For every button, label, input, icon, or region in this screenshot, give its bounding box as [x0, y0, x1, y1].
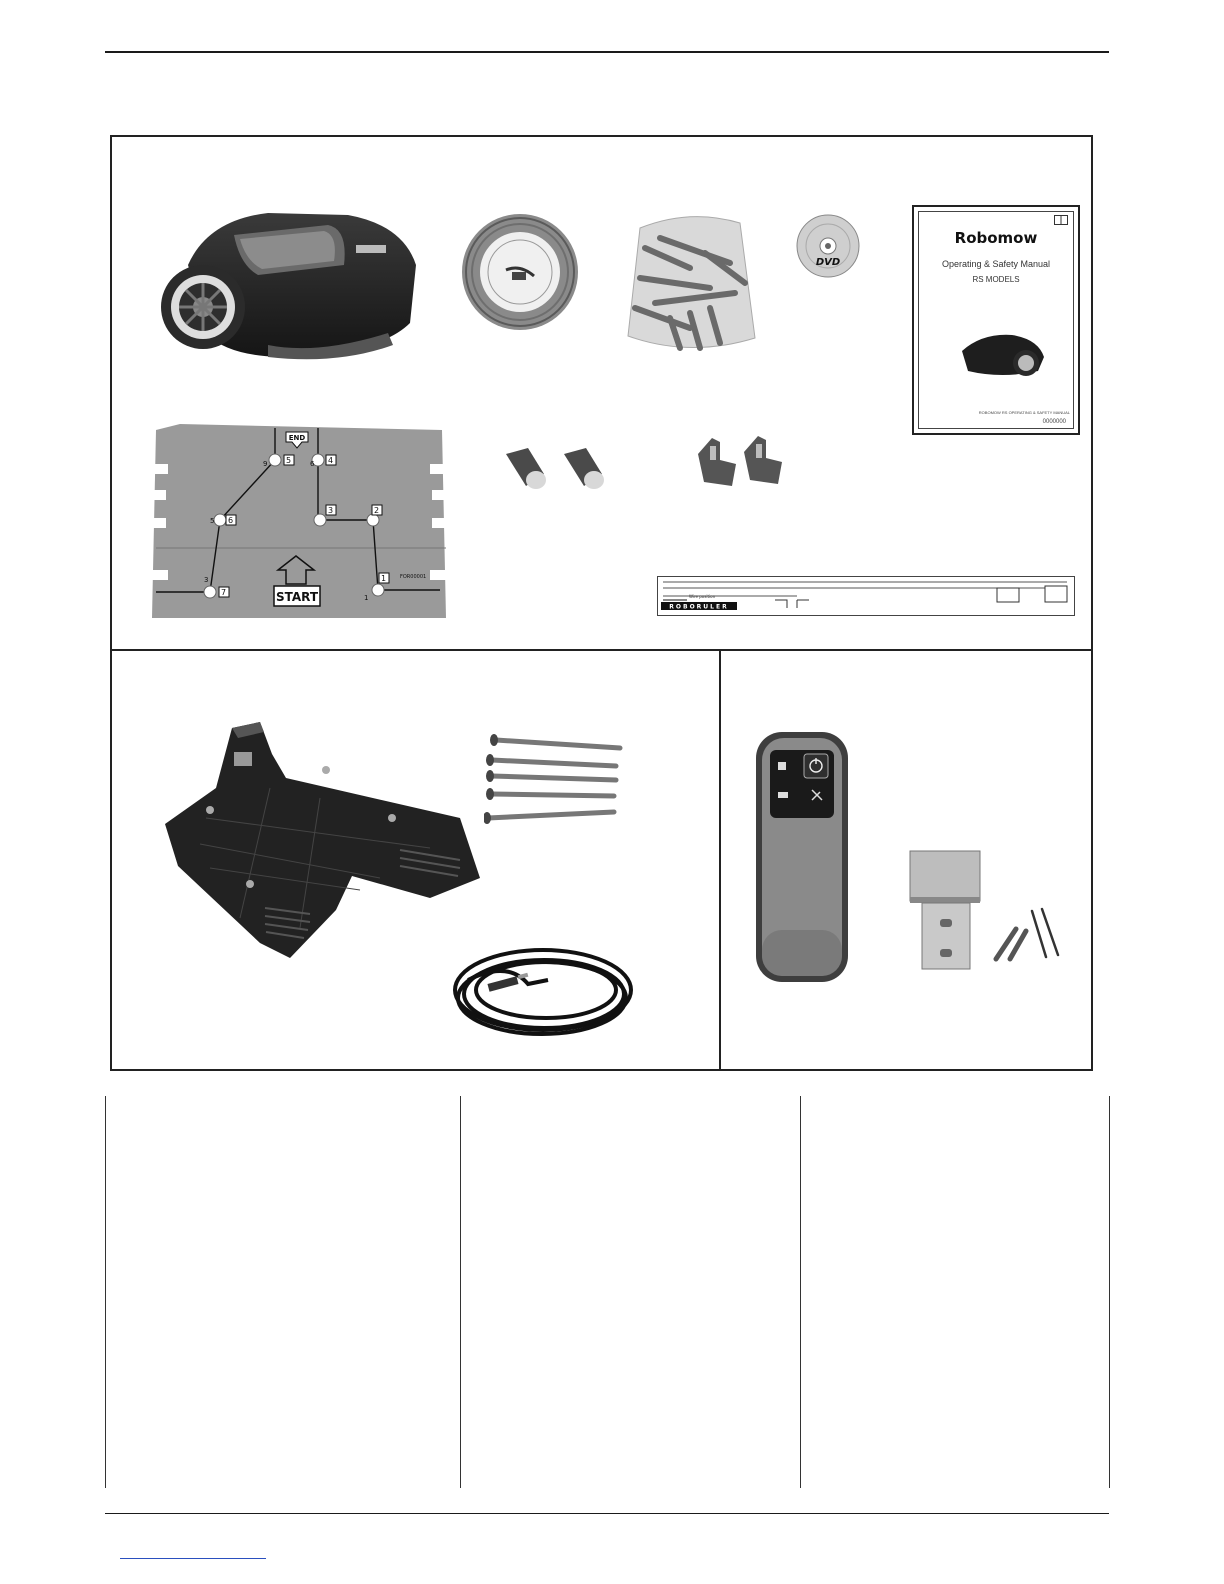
- remote-bracket-image: [906, 845, 986, 975]
- guide-step-2: 2: [374, 506, 380, 515]
- guide-hole-number-d: 3: [204, 576, 209, 584]
- manual-brand: Robomow: [954, 229, 1038, 247]
- dvd-disc-image: [795, 213, 861, 279]
- footer-link-underline[interactable]: [120, 1558, 266, 1559]
- robomow-mower-image: [148, 205, 428, 375]
- top-rule: [105, 51, 1109, 53]
- dvd-label: DVD: [815, 257, 841, 268]
- manual-title: Operating & Safety Manual: [941, 259, 1051, 269]
- guide-step-1: 1: [381, 574, 387, 583]
- column-divider-right: [1109, 1096, 1110, 1488]
- remote-control-image: [754, 730, 850, 984]
- guide-step-4: 4: [328, 456, 334, 465]
- column-divider-mid-right: [800, 1096, 801, 1488]
- guide-hole-number-e: 1: [364, 594, 369, 602]
- roboruler-wire-label: Wire position: [689, 594, 716, 599]
- guide-step-7: 7: [221, 588, 227, 597]
- guide-hole-number-c: 5: [210, 517, 215, 525]
- manual-models: RS MODELS: [972, 275, 1020, 284]
- roboruler-image: [657, 576, 1075, 616]
- column-divider-left: [105, 1096, 106, 1488]
- manual-footer-text: ROBOMOW RS OPERATING & SAFETY MANUAL: [978, 410, 1070, 415]
- manual-doc-number: 0000000: [1042, 419, 1066, 425]
- guide-corner-code: FOR00001: [400, 574, 427, 580]
- wire-connectors-image: [500, 440, 615, 490]
- extension-cable-image: [448, 920, 638, 1045]
- roboruler-brand: ROBORULER: [669, 603, 729, 611]
- guide-end-label: END: [288, 434, 306, 442]
- manual-mower-image: [952, 329, 1048, 379]
- perimeter-wire-coil-image: [458, 210, 583, 335]
- guide-hole-number-b: 6: [310, 460, 315, 468]
- bracket-screws-image: [986, 905, 1066, 965]
- bottom-rule: [105, 1513, 1109, 1514]
- guide-hole-number-a: 9: [263, 460, 268, 468]
- placement-guide-sheet-image: [150, 420, 450, 626]
- guide-start-label: START: [275, 590, 319, 604]
- base-station-pegs-image: [484, 730, 629, 830]
- guide-step-6: 6: [228, 516, 234, 525]
- wire-splices-image: [690, 430, 790, 495]
- column-divider-mid-left: [460, 1096, 461, 1488]
- book-icon: [1054, 215, 1068, 225]
- operating-manual-image: [912, 205, 1080, 435]
- guide-step-5: 5: [286, 456, 292, 465]
- guide-step-3: 3: [328, 506, 334, 515]
- stakes-bag-image: [620, 208, 760, 358]
- base-station-image: [160, 718, 490, 973]
